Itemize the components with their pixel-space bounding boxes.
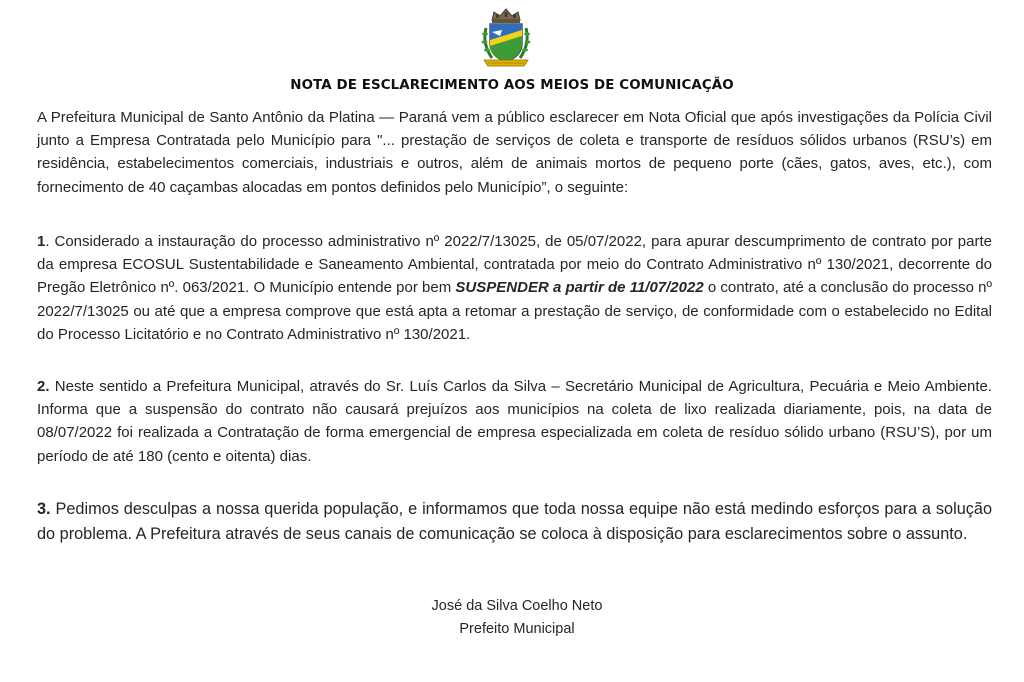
item-3-paragraph <box>37 497 992 547</box>
page-title: NOTA DE ESCLARECIMENTO AOS MEIOS DE COMUNICAÇÃO <box>290 78 734 93</box>
intro-paragraph: A Prefeitura Municipal de Santo Antônio da Platina — Paraná vem a público esclarecer em Nota Oficial que após investigações da Polícia Civil junto a Empresa Contratada pelo Município para "... prestação de serviços de coleta e transporte de resíduos sólidos urbanos (RSU’s) em residência, estabelecimentos comerciais, industriais e outros, além de animais mortos de pequeno porte (cães, gatos, aves, etc.), com fornecimento de 40 caçambas alocadas em pontos definidos pelo Município”, o seguinte: <box>37 109 992 196</box>
item-3-number: 3. <box>37 500 51 518</box>
item-1-text-before: . Considerado a instauração do processo administrativo nº 2022/7/13025, de 05/07/2022, para apurar descumprimento de contrato por parte da empresa ECOSUL Sustentabilidade e Saneamento Ambiental, contratada por meio do Contrato Administrativo nº 130/2021, decorrente do Pregão Eletrônico nº. 063/2021. O Município entende por bem <box>37 233 992 297</box>
item-1-text-after: o contrato, até a conclusão do processo nº 2022/7/13025 ou até que a empresa comprove que está apta a retomar a prestação de serviço, de conformidade com o estabelecido no Edital do Processo Licitatório e no Contrato Administrativo nº 130/2021. <box>37 279 992 343</box>
item-2-text: Neste sentido a Prefeitura Municipal, através do Sr. Luís Carlos da Silva – Secretário Municipal de Agricultura, Pecuária e Meio Ambiente. Informa que a suspensão do contrato não causará prejuízos aos municípios na coleta de lixo realizada diariamente, pois, na data de 08/07/2022 foi realizada a Contratação de forma emergencial de empresa especializada em coleta de resíduo sólido urbano (RSU’S), por um período de até 180 (cento e oitenta) dias. <box>37 378 992 465</box>
item-1-number: 1 <box>37 233 46 250</box>
signature-role: Prefeito Municipal <box>459 621 575 637</box>
item-2-number: 2. <box>37 378 50 395</box>
municipal-coat-of-arms-icon <box>478 6 534 68</box>
item-3-text: Pedimos desculpas a nossa querida população, e informamos que toda nossa equipe não está medindo esforços para a solução do problema. A Prefeitura através de seus canais de comunicação se coloca à disposição para esclarecimentos sobre o assunto. <box>37 500 992 543</box>
signature-name: José da Silva Coelho Neto <box>431 598 603 614</box>
item-2-paragraph <box>37 375 992 468</box>
item-1-paragraph <box>37 230 992 346</box>
signature-block <box>0 595 1024 641</box>
item-1-emphasis: SUSPENDER a partir de 11/07/2022 <box>455 279 704 297</box>
